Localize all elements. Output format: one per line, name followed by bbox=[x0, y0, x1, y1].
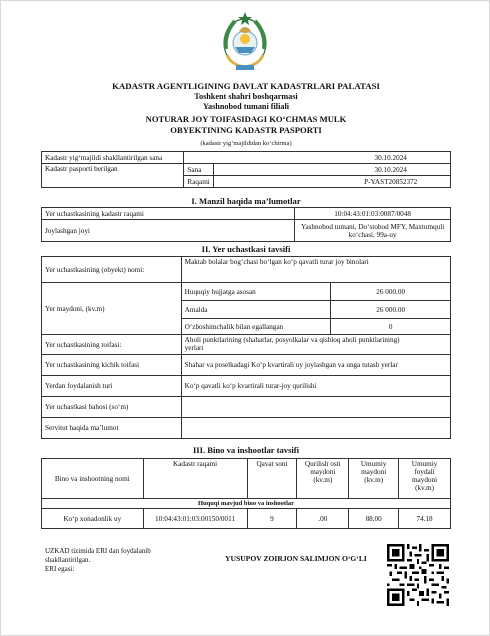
column-header: Bino va inshootning nomi bbox=[42, 459, 144, 499]
document-title-line1: NOTURAR JOY TOIFASIDAGI KO‘CHMAS MULK bbox=[145, 114, 347, 124]
qr-code-icon bbox=[387, 544, 449, 606]
table-row bbox=[42, 509, 451, 529]
location-value bbox=[295, 220, 451, 242]
object-name-value: Maktab bolalar bog‘chasi bo‘lgan ko‘p qavatli turar joy binolari bbox=[181, 257, 450, 283]
state-emblem-icon bbox=[221, 9, 269, 73]
area-row-label: Huquqiy hujjatga asosan bbox=[181, 283, 331, 301]
buildings-subheader: Huquqi mavjud bino va inshootlar bbox=[42, 499, 451, 509]
number-label: Raqami bbox=[184, 176, 214, 188]
table-header-row bbox=[42, 459, 451, 499]
location-line1: Yashnobod tumani, Do‘stobod MFY, Maxtumquli bbox=[300, 222, 445, 231]
area-row-value: 26 000.00 bbox=[331, 283, 451, 301]
area-row-label: O‘zboshimchalik bilan egallangan bbox=[181, 319, 331, 335]
table-row bbox=[42, 164, 451, 176]
object-name-label: Yer uchastkasining (obyekt) nomi: bbox=[42, 257, 182, 283]
document-subtitle: (kadastr yig‘majildidan ko‘chirma) bbox=[200, 140, 292, 147]
subcategory-label: Yer uchastkasining kichik toifasi bbox=[42, 355, 182, 376]
section2-title: II. Yer uchastkasi tavsifi bbox=[201, 244, 291, 254]
category-value bbox=[181, 335, 450, 355]
table-row bbox=[42, 418, 451, 439]
column-header: Kadastr raqami bbox=[143, 459, 247, 499]
column-header: Umumiy foydali maydoni (kv.m) bbox=[399, 459, 451, 499]
section3-title: III. Bino va inshootlar tavsifi bbox=[192, 445, 300, 455]
building-cadastre: 10:04:43:01:03:00150/0011 bbox=[143, 509, 247, 529]
eri-note-line1: UZKAD tizimida ERI dan foydalanib bbox=[45, 547, 151, 555]
given-label: Kadastr pasporti berilgan bbox=[42, 164, 184, 188]
city-office: Toshkent shahri boshqarmasi bbox=[194, 92, 298, 101]
date-value: 30.10.2024 bbox=[214, 164, 451, 176]
table-subheader-row bbox=[42, 499, 451, 509]
section1-title: I. Manzil haqida ma’lumotlar bbox=[191, 196, 301, 206]
building-useful-area: 74.18 bbox=[399, 509, 451, 529]
building-footprint: .00 bbox=[297, 509, 349, 529]
category-line1: Aholi punktlarining (shaharlar, posyolkalar va qishloq aholi punktlarining) bbox=[184, 335, 400, 344]
table-row bbox=[42, 283, 451, 301]
signer-name: YUSUPOV ZOIRJON SALIMJON O‘G‘LI bbox=[225, 554, 367, 563]
branch-name: Yashnobod tumani filiali bbox=[203, 102, 289, 111]
document-title-line2: OBYEKTINING KADASTR PASPORTI bbox=[170, 125, 322, 135]
table-row bbox=[42, 152, 451, 164]
category-line2: yerlari bbox=[184, 343, 204, 352]
cadastre-value: 10:04:43:01:03:0087/0048 bbox=[295, 208, 451, 220]
area-row-label: Amalda bbox=[181, 301, 331, 319]
table-row bbox=[42, 208, 451, 220]
table-row bbox=[42, 220, 451, 242]
table-row bbox=[42, 376, 451, 397]
passport-number: P-YAST20852372 bbox=[214, 176, 451, 188]
eri-note-line2: shakllantirilgan. bbox=[45, 555, 91, 564]
usage-value: Ko‘p qavatli ko‘p kvartirali turar-joy qurilishi bbox=[181, 376, 450, 397]
column-header: Umumiy maydoni (kv.m) bbox=[349, 459, 399, 499]
issued-date: 30.10.2024 bbox=[184, 152, 451, 164]
location-line2: ko‘chasi, 99a-uy bbox=[348, 230, 397, 239]
valuation-label: Yer uchastkasi bahosi (so‘m) bbox=[42, 397, 182, 418]
servitude-value bbox=[181, 418, 450, 439]
column-header: Qurilish osti maydoni (kv.m) bbox=[297, 459, 349, 499]
area-row-value: 0 bbox=[331, 319, 451, 335]
table-row bbox=[42, 397, 451, 418]
area-row-value: 26 000.00 bbox=[331, 301, 451, 319]
area-label: Yer maydoni, (kv.m) bbox=[42, 283, 182, 335]
building-name: Ko‘p xonadonlik uy bbox=[42, 509, 144, 529]
valuation-value bbox=[181, 397, 450, 418]
location-label: Joylashgan joyi bbox=[42, 220, 295, 242]
cadastre-label: Yer uchastkasining kadastr raqami bbox=[42, 208, 295, 220]
address-table bbox=[41, 207, 451, 242]
land-plot-table bbox=[41, 256, 451, 439]
servitude-label: Servitut haqida ma’lumot bbox=[42, 418, 182, 439]
issued-label: Kadastr yig‘majildi shakllantirilgan sana bbox=[42, 152, 184, 164]
date-label: Sana bbox=[184, 164, 214, 176]
column-header: Qavat soni bbox=[247, 459, 297, 499]
table-row bbox=[42, 335, 451, 355]
table-row bbox=[42, 257, 451, 283]
agency-name: KADASTR AGENTLIGINING DAVLAT KADASTRLARI PALATASI bbox=[112, 81, 380, 91]
passport-info-table bbox=[41, 151, 451, 188]
buildings-table bbox=[41, 458, 451, 529]
subcategory-value: Shahar va poselkadagi Ko‘p kvartirali uy joylashgan va unga tutash yerlar bbox=[181, 355, 450, 376]
building-total-area: 88.00 bbox=[349, 509, 399, 529]
category-label: Yer uchastkasining toifasi: bbox=[42, 335, 182, 355]
table-row bbox=[42, 355, 451, 376]
building-floors: 9 bbox=[247, 509, 297, 529]
usage-label: Yerdan foydalanish turi bbox=[42, 376, 182, 397]
eri-note-line3: ERI egasi: bbox=[45, 564, 75, 573]
eri-note bbox=[45, 547, 151, 573]
